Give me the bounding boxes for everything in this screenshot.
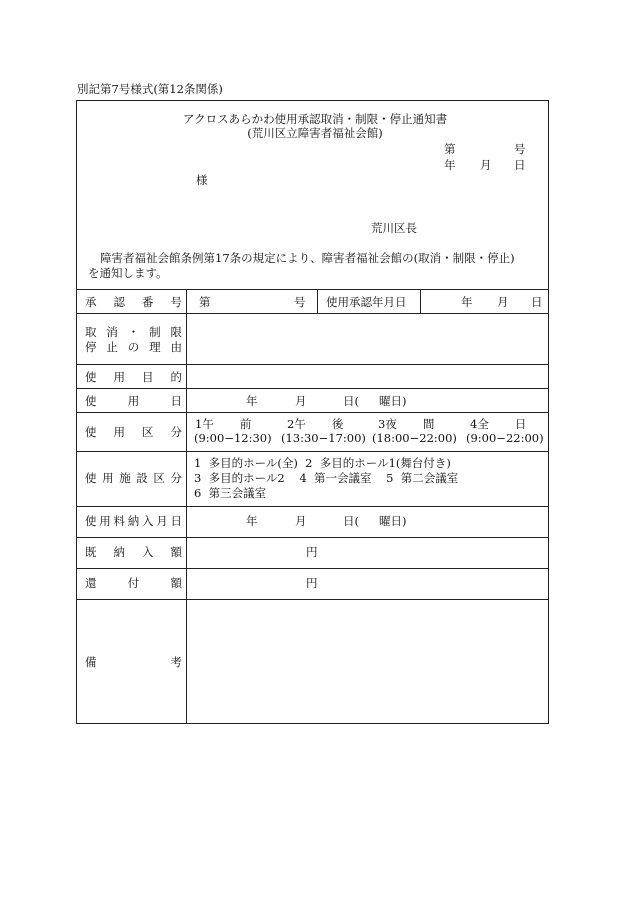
division-number: 4 bbox=[470, 417, 478, 431]
division-number: 2 bbox=[287, 417, 295, 431]
notice-line-1: 障害者福祉会館条例第17条の規定により、障害者福祉会館の(取消・制限・停止) bbox=[100, 251, 515, 265]
use-date-year: 年 bbox=[246, 394, 258, 408]
approval-date-year: 年 bbox=[461, 295, 473, 309]
approval-date-month: 月 bbox=[497, 295, 509, 309]
refund-amount-unit: 円 bbox=[306, 576, 318, 590]
approval-date-day: 日 bbox=[531, 295, 543, 309]
facility-line-2: 3 多目的ホール2 4 第一会議室 5 第二会議室 bbox=[194, 471, 459, 485]
label-approval-number: 承認番号 bbox=[85, 295, 182, 309]
division-option-fullday bbox=[470, 417, 553, 431]
label-fee-payment-date: 使用料納入月日 bbox=[85, 514, 182, 528]
date-label-month: 月 bbox=[480, 158, 492, 172]
division-option-morning bbox=[195, 417, 278, 431]
facility-line-3: 6 第三会議室 bbox=[194, 486, 267, 500]
column-divider bbox=[420, 289, 421, 313]
row-divider bbox=[76, 451, 549, 452]
document-subtitle: (荒川区立障害者福祉会館) bbox=[247, 126, 383, 140]
facility-line-1: 1 多目的ホール(全) 2 多目的ホール1(舞台付き) bbox=[194, 456, 451, 470]
date-label-day: 日 bbox=[514, 158, 526, 172]
use-date-day: 日( bbox=[343, 394, 359, 408]
label-column-divider bbox=[186, 289, 187, 724]
division-name: 午前 bbox=[202, 417, 278, 431]
label-use-date: 使用日 bbox=[85, 394, 182, 408]
division-name: 夜間 bbox=[385, 417, 461, 431]
document-title: アクロスあらかわ使用承認取消・制限・停止通知書 bbox=[182, 112, 448, 126]
label-facility: 使用施設区分 bbox=[85, 471, 182, 485]
column-divider bbox=[317, 289, 318, 313]
row-divider bbox=[76, 313, 549, 314]
row-divider bbox=[76, 412, 549, 413]
row-divider bbox=[76, 506, 549, 507]
division-time-morning: (9:00−12:30) bbox=[194, 431, 272, 445]
label-remarks: 備考 bbox=[85, 655, 182, 669]
issuer: 荒川区長 bbox=[371, 221, 417, 235]
division-option-evening bbox=[378, 417, 461, 431]
row-divider bbox=[76, 388, 549, 389]
label-use-approval-date: 使用承認年月日 bbox=[326, 295, 407, 309]
division-number: 1 bbox=[195, 417, 203, 431]
row-divider bbox=[76, 568, 549, 569]
division-time-evening: (18:00−22:00) bbox=[372, 431, 457, 445]
form-reference: 別記第7号様式(第12条関係) bbox=[77, 82, 223, 96]
fee-date-year: 年 bbox=[246, 514, 258, 528]
fee-date-day: 日( bbox=[343, 514, 359, 528]
division-option-afternoon bbox=[287, 417, 370, 431]
label-reason-line1: 取消・制限 bbox=[85, 325, 182, 339]
recipient-suffix: 様 bbox=[196, 173, 208, 187]
notice-line-2: を通知します。 bbox=[88, 266, 168, 280]
label-refund-amount: 還付額 bbox=[85, 576, 182, 590]
division-number: 3 bbox=[378, 417, 386, 431]
label-purpose: 使用目的 bbox=[85, 370, 182, 384]
use-date-weekday: 曜日) bbox=[379, 394, 407, 408]
row-divider bbox=[76, 537, 549, 538]
paid-amount-unit: 円 bbox=[306, 545, 318, 559]
use-date-month: 月 bbox=[295, 394, 307, 408]
number-label-dai: 第 bbox=[444, 142, 456, 156]
division-name: 全日 bbox=[477, 417, 553, 431]
date-label-year: 年 bbox=[444, 158, 456, 172]
approval-go: 号 bbox=[294, 295, 306, 309]
division-time-fullday: (9:00−22:00) bbox=[466, 431, 544, 445]
label-use-division: 使用区分 bbox=[85, 425, 182, 439]
label-paid-amount: 既納入額 bbox=[85, 545, 182, 559]
fee-date-month: 月 bbox=[295, 514, 307, 528]
row-divider bbox=[76, 364, 549, 365]
row-divider bbox=[76, 289, 549, 290]
row-divider bbox=[76, 599, 549, 600]
division-name: 午後 bbox=[294, 417, 370, 431]
division-time-afternoon: (13:30−17:00) bbox=[281, 431, 366, 445]
label-reason-line2: 停止の理由 bbox=[85, 340, 182, 354]
approval-dai: 第 bbox=[199, 295, 211, 309]
fee-date-weekday: 曜日) bbox=[379, 514, 407, 528]
number-label-go: 号 bbox=[514, 142, 526, 156]
